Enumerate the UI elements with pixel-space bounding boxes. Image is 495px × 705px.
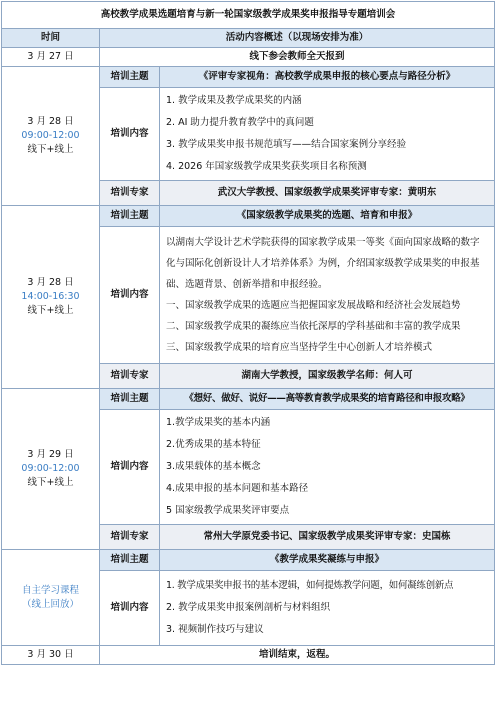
page-title: 高校教学成果选题培育与新一轮国家级教学成果奖申报指导专题培训会: [2, 2, 495, 29]
day-end-text: 培训结束，返程。: [100, 646, 495, 665]
session1-content: [160, 88, 495, 181]
session3-time: 09:00-12:00: [21, 463, 80, 474]
session4-topic-label: 培训主题: [100, 550, 160, 571]
session4-topic: 《教学成果奖凝练与申报》: [160, 550, 495, 571]
session2-date: 3 月 28 日: [27, 277, 74, 288]
session3-item: 4.成果申报的基本问题和基本路径: [166, 483, 309, 494]
session3-mode: 线下+线上: [27, 477, 74, 488]
session1-expert-label: 培训专家: [100, 181, 160, 206]
session3-content-label: 培训内容: [100, 410, 160, 525]
session2-time: 14:00-16:30: [21, 291, 80, 302]
session2-mode: 线下+线上: [27, 305, 74, 316]
session4-mode: （线上回放）: [21, 598, 79, 610]
session3-content: [160, 410, 495, 525]
session1-mode: 线下+线上: [27, 144, 74, 155]
session4-content: [160, 571, 495, 646]
schedule-table: [1, 1, 495, 665]
session1-topic: 《评审专家视角：高校教学成果申报的核心要点与路径分析》: [160, 67, 495, 88]
session2-date-cell: [2, 206, 100, 389]
header-row: [2, 29, 495, 48]
session3-date-cell: [2, 389, 100, 550]
session3-expert: 常州大学原党委书记、国家级教学成果奖评审专家：史国栋: [160, 525, 495, 550]
session2-item: 一、国家级教学成果的选题应当把握国家发展战略和经济社会发展趋势: [166, 300, 461, 311]
day1-row: [2, 48, 495, 67]
session3-item: 1.教学成果奖的基本内涵: [166, 417, 271, 428]
session1-item: 2. AI 助力提升教育教学中的真问题: [166, 117, 314, 128]
session1-topic-label: 培训主题: [100, 67, 160, 88]
session3-item: 2.优秀成果的基本特征: [166, 439, 261, 450]
session3-item: 5 国家级教学成果奖评审要点: [166, 505, 290, 516]
session1-content-label: 培训内容: [100, 88, 160, 181]
session2-expert: 湖南大学教授，国家级教学名师：何人可: [160, 364, 495, 389]
session1-expert: 武汉大学教授、国家级教学成果奖评审专家：黄明东: [160, 181, 495, 206]
header-content: 活动内容概述（以现场安排为准）: [100, 29, 495, 48]
session2-intro: 以湖南大学设计艺术学院获得的国家教学成果一等奖《面向国家战略的数字化与国际化创新设计人才培养体系》为例，介绍国家级教学成果奖的申报基础、选题背景、创新举措和申报经验。: [166, 237, 480, 290]
session4-item: 2. 教学成果奖申报案例剖析与材料组织: [166, 602, 331, 613]
session2-content-label: 培训内容: [100, 227, 160, 364]
session4-content-label: 培训内容: [100, 571, 160, 646]
session1-time: 09:00-12:00: [21, 130, 80, 141]
day1-date: 3 月 27 日: [2, 48, 100, 67]
session4-topic-row: [2, 550, 495, 571]
session2-topic-label: 培训主题: [100, 206, 160, 227]
session1-date-cell: [2, 67, 100, 206]
session1-item: 3. 教学成果奖申报书规范填写——结合国家案例分享经验: [166, 139, 407, 150]
title-row: [2, 2, 495, 29]
session4-item: 3. 视频制作技巧与建议: [166, 624, 264, 635]
session3-topic-row: [2, 389, 495, 410]
session3-date: 3 月 29 日: [27, 449, 74, 460]
session3-item: 3.成果载体的基本概念: [166, 461, 261, 472]
session2-topic: 《国家级教学成果奖的选题、培育和申报》: [160, 206, 495, 227]
session3-topic: 《想好、做好、说好——高等教育教学成果奖的培育路径和申报攻略》: [160, 389, 495, 410]
day-end-row: [2, 646, 495, 665]
session4-date: 自主学习课程: [21, 584, 79, 596]
session2-content: [160, 227, 495, 364]
session1-item: 4. 2026 年国家级教学成果奖获奖项目名称预测: [166, 161, 367, 172]
session3-topic-label: 培训主题: [100, 389, 160, 410]
session1-date: 3 月 28 日: [27, 116, 74, 127]
session3-expert-label: 培训专家: [100, 525, 160, 550]
session2-expert-label: 培训专家: [100, 364, 160, 389]
session2-topic-row: [2, 206, 495, 227]
header-time: 时间: [2, 29, 100, 48]
session1-item: 1. 教学成果及教学成果奖的内涵: [166, 95, 302, 106]
session1-topic-row: [2, 67, 495, 88]
session4-item: 1. 教学成果奖申报书的基本逻辑，如何提炼教学问题，如何凝练创新点: [166, 580, 454, 591]
day1-text: 线下参会教师全天报到: [100, 48, 495, 67]
session4-date-cell: [2, 550, 100, 646]
session2-item: 三、国家级教学成果的培育应当坚持学生中心创新人才培养模式: [166, 342, 433, 353]
day-end-date: 3 月 30 日: [2, 646, 100, 665]
session2-item: 二、国家级教学成果的凝练应当依托深厚的学科基础和丰富的教学成果: [166, 321, 461, 332]
